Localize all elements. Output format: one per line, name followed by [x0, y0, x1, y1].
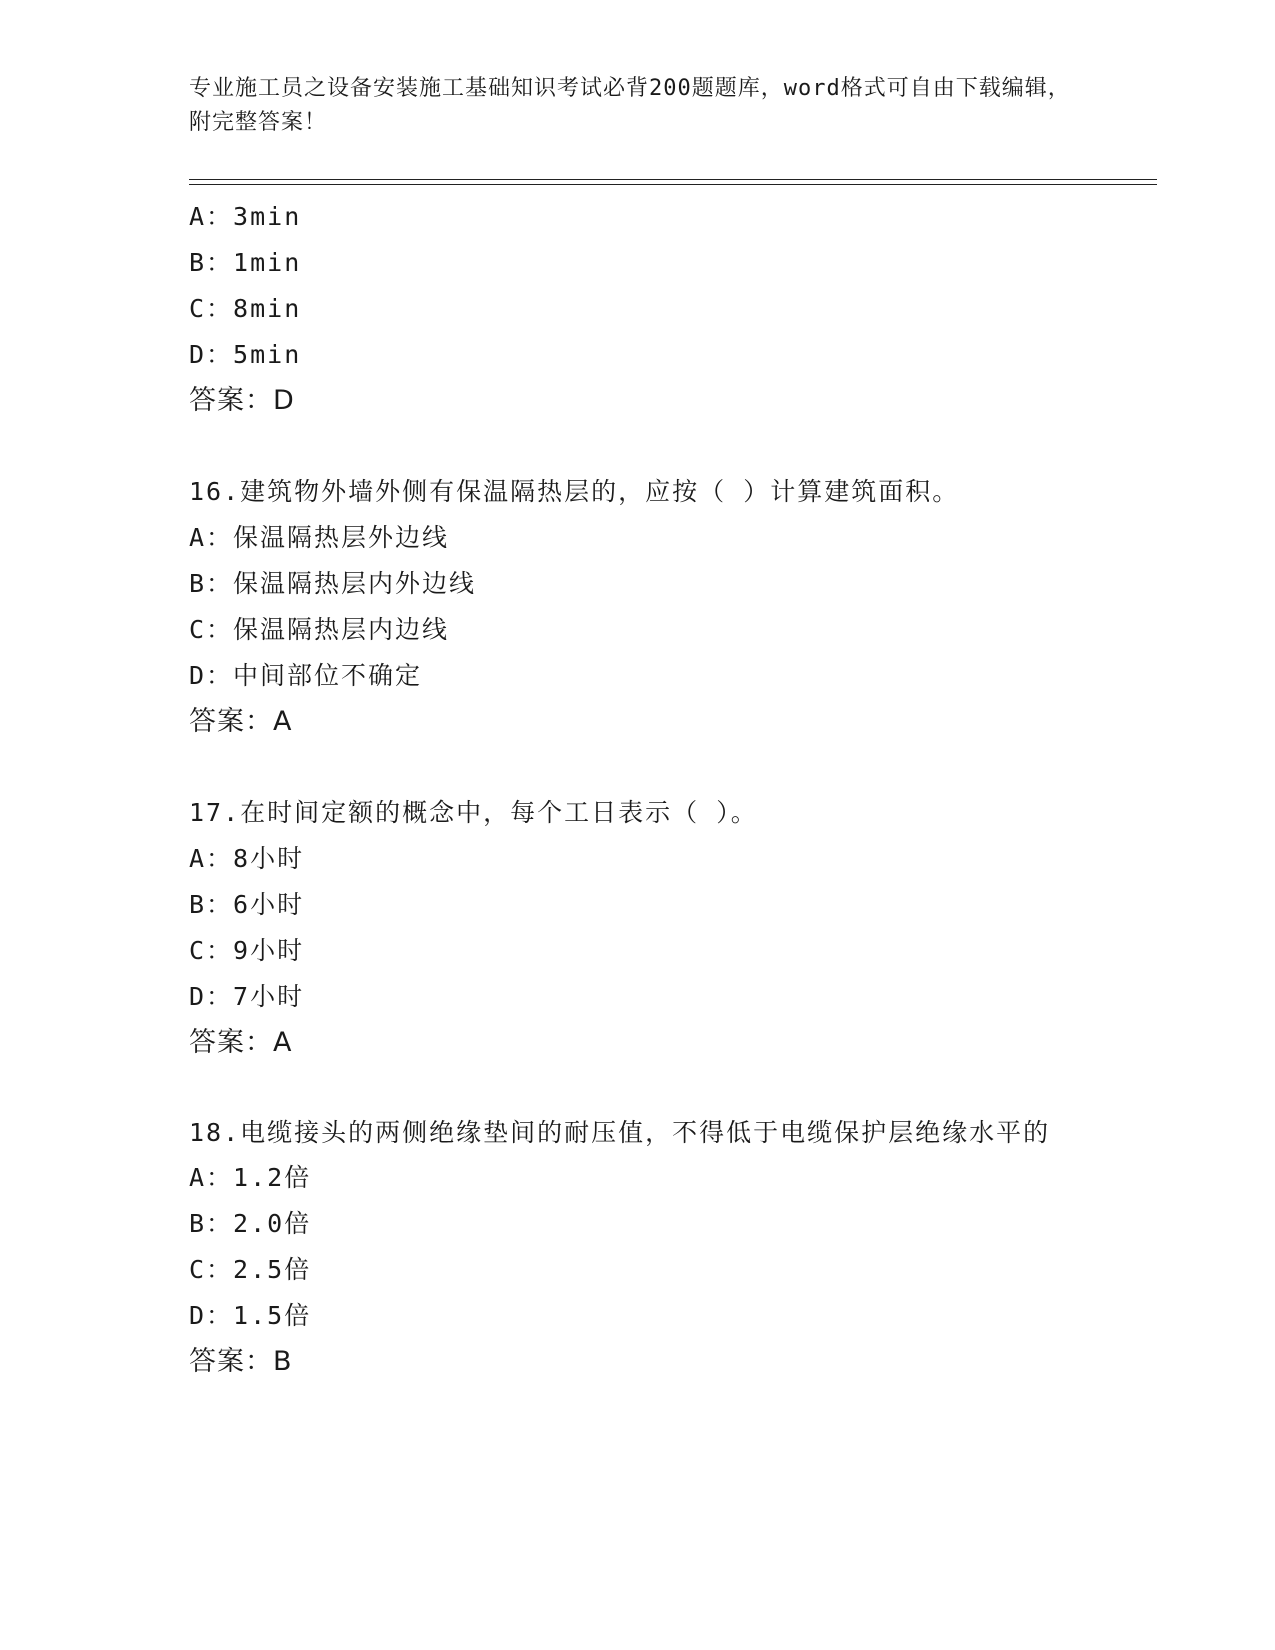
option-c: C：9小时	[189, 936, 305, 965]
spacer	[189, 424, 1089, 469]
question-text: 18.电缆接头的两侧绝缘垫间的耐压值，不得低于电缆保护层绝缘水平的	[189, 1118, 1051, 1147]
option-a: A：1.2倍	[189, 1163, 312, 1192]
option-b: B：6小时	[189, 890, 305, 919]
answer-line: 答案：A	[189, 706, 293, 737]
question-15-tail	[189, 194, 1089, 424]
option-a: A：3min	[189, 202, 302, 231]
question-text: 16.建筑物外墙外侧有保温隔热层的，应按（ ）计算建筑面积。	[189, 477, 960, 506]
question-18	[189, 1111, 1089, 1385]
answer-line: 答案：B	[189, 1346, 293, 1377]
option-c: C：保温隔热层内边线	[189, 615, 450, 644]
answer-line: 答案：D	[189, 385, 295, 416]
option-b: B：1min	[189, 248, 302, 277]
question-list	[189, 194, 1089, 1385]
document-header: 专业施工员之设备安装施工基础知识考试必背200题题库，word格式可自由下载编辑，附完整答案！	[189, 76, 1071, 135]
option-b: B：保温隔热层内外边线	[189, 569, 477, 598]
answer-line: 答案：A	[189, 1027, 293, 1058]
header-divider-bottom	[189, 184, 1157, 185]
option-c: C：8min	[189, 294, 302, 323]
option-d: D：中间部位不确定	[189, 661, 423, 690]
option-c: C：2.5倍	[189, 1255, 312, 1284]
header-divider-top	[189, 179, 1157, 180]
question-text: 17.在时间定额的概念中，每个工日表示（ ）。	[189, 798, 758, 827]
question-17	[189, 790, 1089, 1066]
option-d: D：1.5倍	[189, 1301, 312, 1330]
option-d: D：7小时	[189, 982, 305, 1011]
spacer	[189, 745, 1089, 790]
option-a: A：8小时	[189, 844, 305, 873]
question-16	[189, 469, 1089, 745]
option-b: B：2.0倍	[189, 1209, 312, 1238]
option-a: A：保温隔热层外边线	[189, 523, 450, 552]
option-d: D：5min	[189, 340, 302, 369]
spacer	[189, 1066, 1089, 1111]
